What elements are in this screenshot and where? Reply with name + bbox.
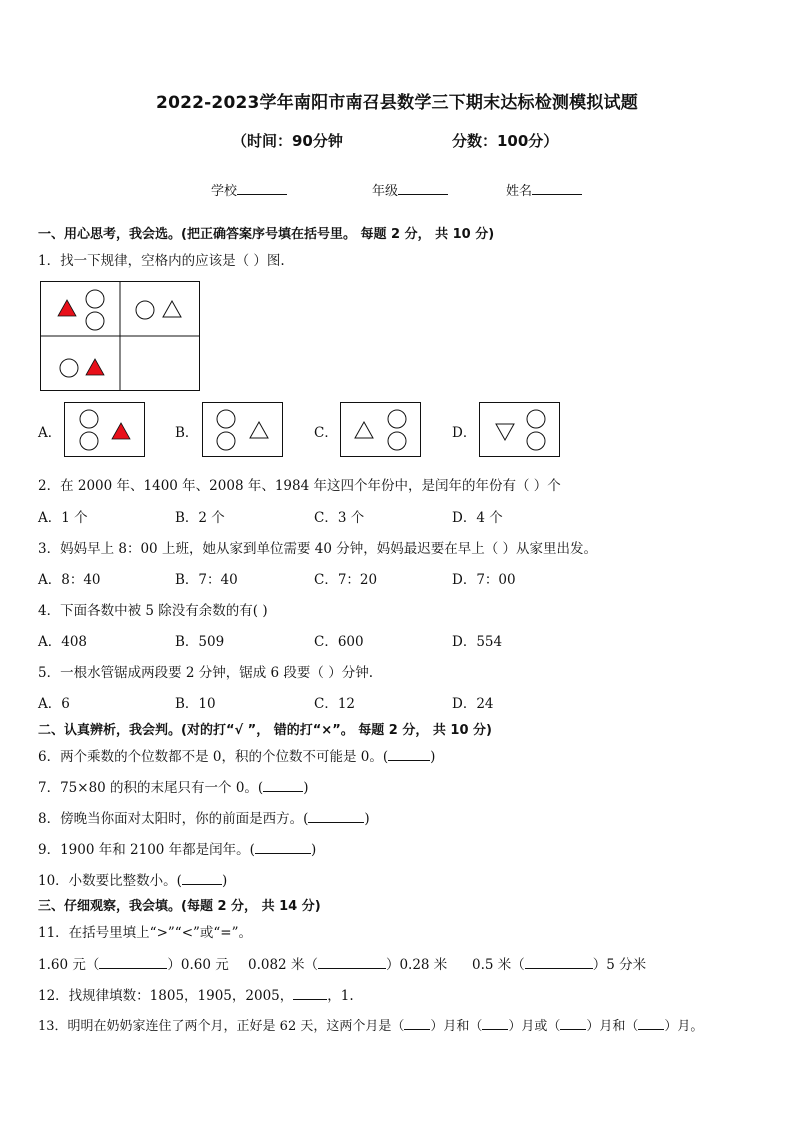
circle-icon	[80, 410, 98, 428]
q3-option-a[interactable]: A．8：40	[38, 572, 101, 588]
q4-option-d[interactable]: D．554	[452, 634, 503, 650]
school-field: 学校	[211, 180, 287, 199]
answer-blank[interactable]	[404, 1017, 430, 1030]
question-3: 3．妈妈早上 8：00 上班，她从家到单位需要 40 分钟，妈妈最迟要在早上（ ）从家里出发。	[38, 541, 597, 557]
q2-option-c[interactable]: C．3 个	[314, 510, 365, 526]
answer-blank[interactable]	[293, 987, 327, 1000]
question-12: 12．找规律填数：1805，1905，2005， ，1.	[38, 988, 354, 1004]
triangle-icon	[250, 422, 268, 438]
score-label: 分数：100分）	[452, 132, 559, 150]
name-field: 姓名	[506, 180, 582, 199]
question-7: 7．75×80 的积的末尾只有一个 0。( )	[38, 780, 309, 796]
section-3-heading: 三、仔细观察，我会填。(每题 2 分， 共 14 分)	[38, 899, 321, 914]
option-box	[203, 403, 283, 457]
red-triangle-icon	[58, 300, 76, 316]
answer-blank[interactable]	[255, 841, 311, 854]
option-c-figure[interactable]	[340, 402, 422, 458]
answer-blank[interactable]	[308, 810, 364, 823]
answer-blank[interactable]	[525, 956, 593, 969]
question-1: 1．找一下规律，空格内的应该是（ ）图.	[38, 253, 285, 269]
answer-blank[interactable]	[99, 956, 167, 969]
pattern-grid	[40, 281, 202, 393]
section-1-heading: 一、用心思考，我会选。(把正确答案序号填在括号里。 每题 2 分， 共 10 分)	[38, 227, 495, 242]
q11-compare-b: 0.082 米（ ）0.28 米	[248, 957, 448, 973]
question-11: 11．在括号里填上“>”“<”或“=”。	[38, 925, 253, 941]
q4-option-c[interactable]: C．600	[314, 634, 364, 650]
triangle-icon	[163, 301, 181, 317]
option-box	[341, 403, 421, 457]
option-c-label: C．	[314, 425, 338, 441]
grade-field: 年级	[372, 180, 448, 199]
circle-icon	[136, 301, 154, 319]
circle-icon	[86, 312, 104, 330]
q4-option-a[interactable]: A．408	[38, 634, 88, 650]
answer-blank[interactable]	[560, 1017, 586, 1030]
option-b-figure[interactable]	[202, 402, 284, 458]
option-d-figure[interactable]	[479, 402, 561, 458]
circle-icon	[60, 359, 78, 377]
option-box	[480, 403, 560, 457]
page-title: 2022-2023学年南阳市南召县数学三下期末达标检测模拟试题	[156, 93, 638, 113]
q5-option-a[interactable]: A．6	[38, 696, 70, 712]
q3-option-b[interactable]: B．7：40	[175, 572, 238, 588]
section-2-heading: 二、认真辨析，我会判。(对的打“√ ”， 错的打“×”。 每题 2 分， 共 10 分)	[38, 723, 492, 738]
inverted-triangle-icon	[496, 424, 514, 440]
option-a-figure[interactable]	[64, 402, 146, 458]
question-10: 10．小数要比整数小。( )	[38, 873, 228, 889]
circle-icon	[80, 432, 98, 450]
option-a-label: A．	[38, 425, 62, 441]
q3-option-c[interactable]: C．7：20	[314, 572, 378, 588]
circle-icon	[388, 432, 406, 450]
name-blank[interactable]	[532, 182, 582, 195]
red-triangle-icon	[112, 423, 130, 439]
question-8: 8．傍晚当你面对太阳时，你的前面是西方。( )	[38, 811, 370, 827]
circle-icon	[217, 410, 235, 428]
option-box	[65, 403, 145, 457]
answer-blank[interactable]	[182, 872, 222, 885]
question-5: 5．一根水管锯成两段要 2 分钟，锯成 6 段要（ ）分钟.	[38, 665, 374, 681]
question-2: 2．在 2000 年、1400 年、2008 年、1984 年这四个年份中，是闰年的年份有（ ）个	[38, 478, 561, 494]
q4-option-b[interactable]: B．509	[175, 634, 225, 650]
answer-blank[interactable]	[263, 779, 303, 792]
circle-icon	[527, 410, 545, 428]
answer-blank[interactable]	[388, 748, 430, 761]
q2-option-a[interactable]: A．1 个	[38, 510, 88, 526]
q3-option-d[interactable]: D．7：00	[452, 572, 516, 588]
q5-option-b[interactable]: B．10	[175, 696, 216, 712]
question-9: 9．1900 年和 2100 年都是闰年。( )	[38, 842, 317, 858]
grade-blank[interactable]	[398, 182, 448, 195]
answer-blank[interactable]	[638, 1017, 664, 1030]
circle-icon	[527, 432, 545, 450]
q11-compare-a: 1.60 元（ ）0.60 元	[38, 957, 229, 973]
question-4: 4．下面各数中被 5 除没有余数的有( )	[38, 603, 268, 619]
red-triangle-icon	[86, 359, 104, 375]
answer-blank[interactable]	[318, 956, 386, 969]
q2-option-d[interactable]: D．4 个	[452, 510, 503, 526]
circle-icon	[217, 432, 235, 450]
q2-option-b[interactable]: B．2 个	[175, 510, 225, 526]
question-6: 6．两个乘数的个位数都不是 0，积的个位数不可能是 0。( )	[38, 749, 436, 765]
q11-compare-c: 0.5 米（ ）5 分米	[472, 957, 647, 973]
school-blank[interactable]	[237, 182, 287, 195]
answer-blank[interactable]	[482, 1017, 508, 1030]
circle-icon	[388, 410, 406, 428]
q5-option-d[interactable]: D．24	[452, 696, 494, 712]
time-label: （时间：90分钟	[232, 132, 343, 150]
option-d-label: D．	[452, 425, 477, 441]
question-13: 13．明明在奶奶家连住了两个月，正好是 62 天，这两个月是（ ）月和（ ）月或（ ）月和（ ）月。	[38, 1019, 704, 1034]
triangle-icon	[355, 422, 373, 438]
q5-option-c[interactable]: C．12	[314, 696, 356, 712]
option-b-label: B．	[175, 425, 199, 441]
circle-icon	[86, 290, 104, 308]
